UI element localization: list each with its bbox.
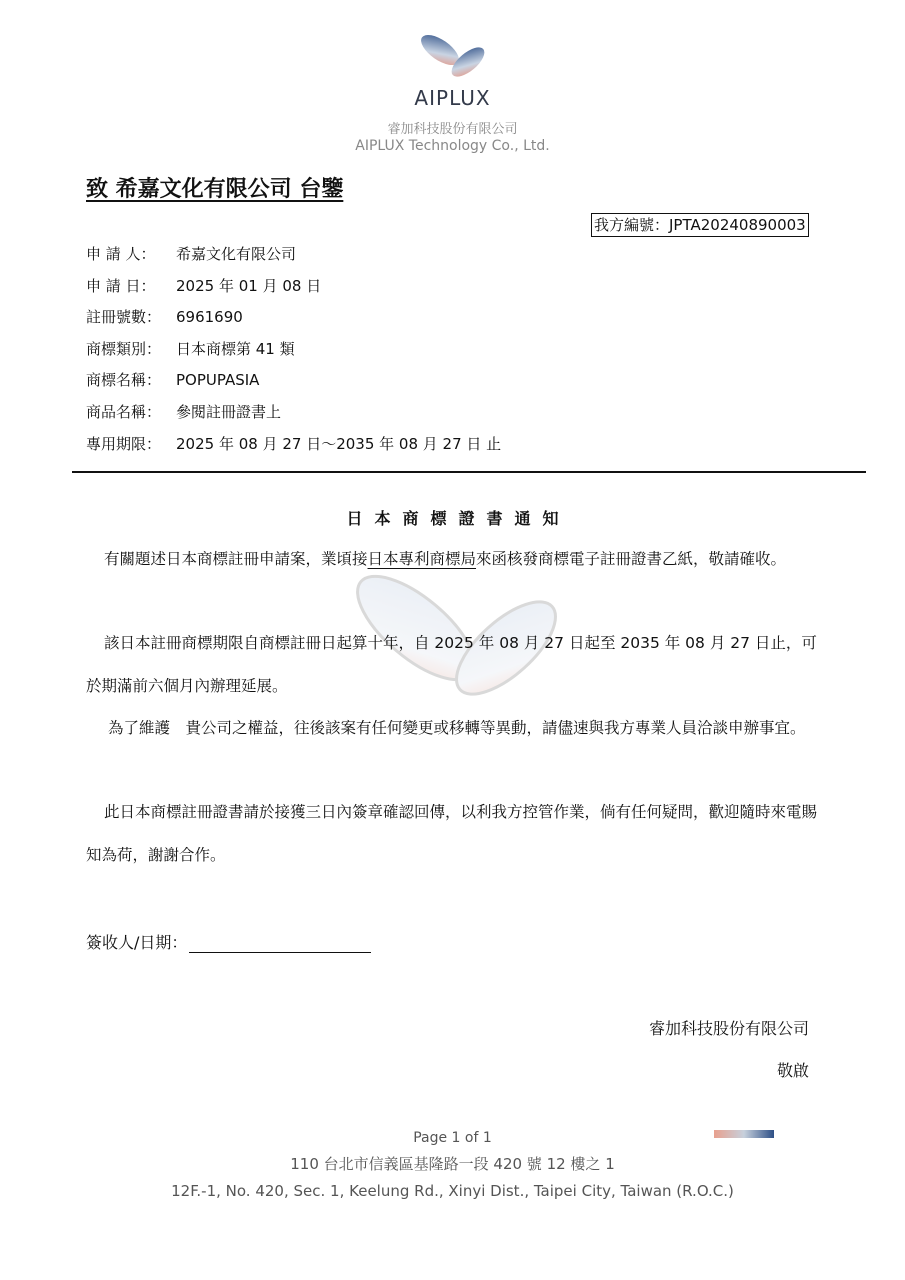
field-label: 商標名稱： <box>86 371 162 389</box>
field-label: 申 請 日： <box>86 277 156 295</box>
notice-title: 日本商標證書通知 <box>346 509 571 528</box>
field-label: 申 請 人： <box>86 245 156 263</box>
field-exclusive-term <box>86 434 501 454</box>
field-registration-number <box>86 307 243 327</box>
page-number: Page 1 of 1 <box>413 1130 492 1146</box>
field-label: 商品名稱： <box>86 403 162 421</box>
section-divider <box>72 471 866 473</box>
field-label: 註冊號數： <box>86 308 162 326</box>
field-value: 日本商標第 41 類 <box>176 340 295 358</box>
aiplux-logo-icon <box>414 28 490 88</box>
closing-company: 睿加科技股份有限公司 <box>648 1019 809 1038</box>
signature-label: 簽收人/日期： <box>86 933 188 952</box>
footer-address-zh: 110 台北市信義區基隆路一段 420 號 12 樓之 1 <box>290 1155 615 1173</box>
company-name-zh: 睿加科技股份有限公司 <box>387 122 518 137</box>
field-applicant <box>86 244 296 264</box>
field-label: 專用期限： <box>86 435 162 453</box>
field-trademark-name <box>86 370 259 390</box>
field-value: 2025 年 01 月 08 日 <box>176 277 322 295</box>
company-name-en: AIPLUX Technology Co., Ltd. <box>355 138 550 154</box>
field-application-date <box>86 276 321 296</box>
field-label: 商標類別： <box>86 340 162 358</box>
paragraph-3: 為了維護 貴公司之權益，往後該案有任何變更或移轉等異動，請儘速與我方專業人員洽談申辦事宜。 <box>108 719 806 737</box>
field-value: 2025 年 08 月 27 日～2035 年 08 月 27 日 止 <box>176 435 502 453</box>
addressee: 致 希嘉文化有限公司 台鑒 <box>86 177 344 202</box>
paragraph-1 <box>86 538 826 581</box>
reference-number: 我方編號：JPTA20240890003 <box>591 213 809 237</box>
field-value: 參閱註冊證書上 <box>176 403 282 421</box>
field-value: POPUPASIA <box>176 371 260 389</box>
signature-blank[interactable] <box>189 936 371 953</box>
paragraph-text: 來函核發商標電子註冊證書乙紙，敬請確收。 <box>476 550 787 568</box>
field-goods-name <box>86 402 281 422</box>
closing-greeting: 敬啟 <box>776 1061 809 1080</box>
paragraph-4: 此日本商標註冊證書請於接獲三日內簽章確認回傳，以利我方控管作業，倘有任何疑問，歡迎隨時來電賜知為荷，謝謝合作。 <box>86 803 818 864</box>
paragraph-2: 該日本註冊商標期限自商標註冊日起算十年，自 2025 年 08 月 27 日起至 2035 年 08 月 27 日止，可於期滿前六個月內辦理延展。 <box>86 634 817 695</box>
brand-name: AIPLUX <box>414 86 491 110</box>
signature-line <box>86 930 371 953</box>
brand-color-bar <box>714 1130 774 1138</box>
field-value: 希嘉文化有限公司 <box>176 245 297 263</box>
paragraph-text: 有關題述日本商標註冊申請案，業頃接 <box>104 550 368 568</box>
field-trademark-class <box>86 339 295 359</box>
field-value: 6961690 <box>176 308 243 326</box>
footer-address-en: 12F.-1, No. 420, Sec. 1, Keelung Rd., Xinyi Dist., Taipei City, Taiwan (R.O.C.) <box>171 1182 734 1200</box>
patent-office-name: 日本專利商標局 <box>367 550 477 568</box>
